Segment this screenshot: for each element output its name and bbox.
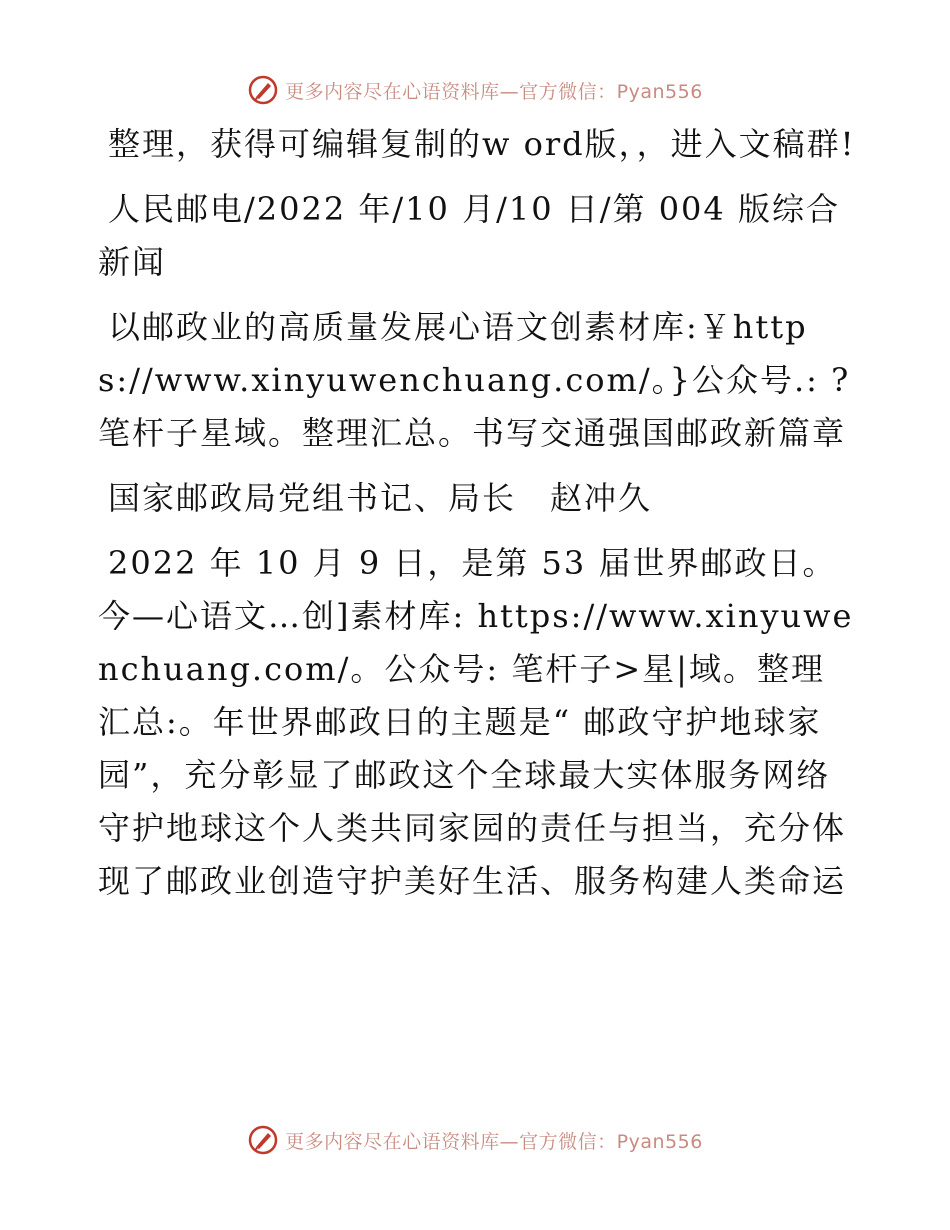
pen-logo-icon <box>247 1124 279 1156</box>
paragraph-author: 国家邮政局党组书记、局长 赵冲久 <box>108 479 653 517</box>
watermark-text: 更多内容尽在心语资料库—官方微信：Pyan556 <box>285 1130 703 1153</box>
paragraph-headline: 以邮政业的高质量发展心语文创素材库:￥https://www.xinyuwenchuang.com/。}公众号.: ?笔杆子星域。整理汇总。书写交通强国邮政新篇章 <box>98 308 851 452</box>
document-body <box>98 118 858 920</box>
paragraph-body: 2022 年 10 月 9 日，是第 53 届世界邮政日。今—心语文…创]素材库: https://www.xinyuwenchuang.com/。公众号: 笔杆子>星|域。整理汇总:。年世界邮政日的主题是“ 邮政守护地球家园”，充分彰显了邮政这个全球最大实体服务网络守护地球这个人类共同家园的责任与担当，充分体现了邮政业创造守护美好生活、服务构建人类命运 <box>98 544 854 900</box>
watermark-text: 更多内容尽在心语资料库—官方微信：Pyan556 <box>285 80 703 103</box>
paragraph-intro: 整理，获得可编辑复制的w ord版，，进入文稿群! <box>108 125 856 163</box>
header-watermark-banner <box>0 70 950 110</box>
paragraph-source: 人民邮电/2022 年/10 月/10 日/第 004 版综合新闻 <box>98 190 840 281</box>
footer-watermark-banner <box>0 1120 950 1160</box>
pen-logo-icon <box>247 74 279 106</box>
